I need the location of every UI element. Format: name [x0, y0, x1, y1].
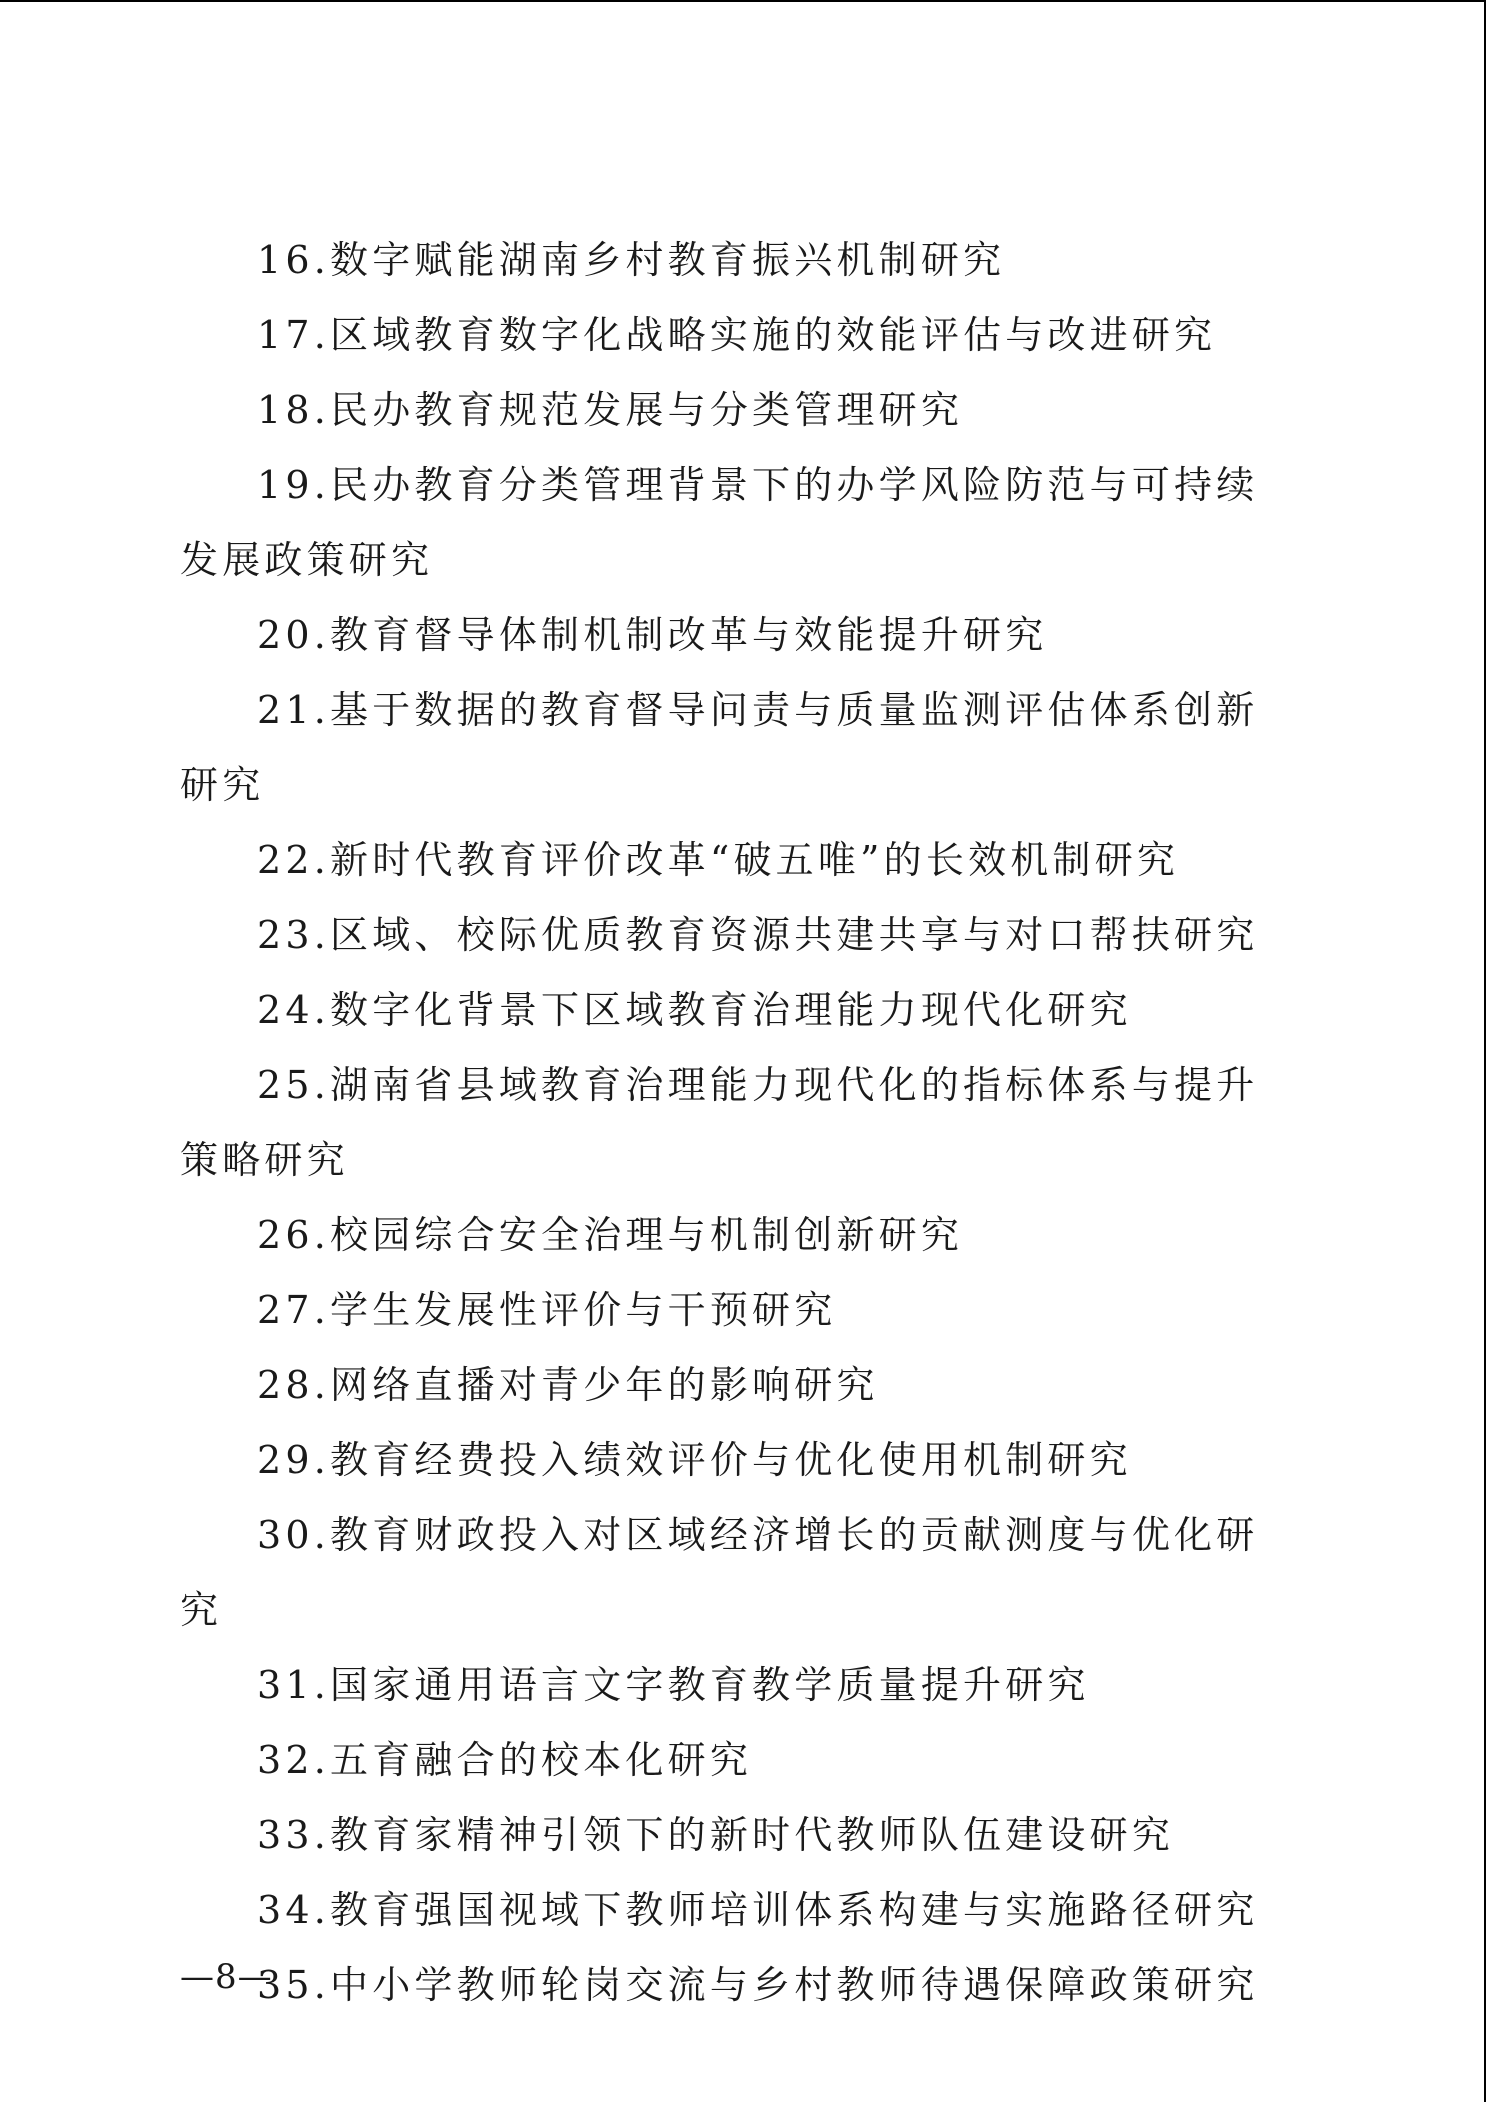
- list-item: 16.数字赋能湖南乡村教育振兴机制研究: [257, 238, 1006, 282]
- list-item: 28.网络直播对青少年的影响研究: [257, 1363, 879, 1407]
- list-item: 30.教育财政投入对区域经济增长的贡献测度与优化研究: [180, 1513, 1259, 1632]
- list-item: 24.数字化背景下区域教育治理能力现代化研究: [257, 988, 1132, 1032]
- list-item: 26.校园综合安全治理与机制创新研究: [257, 1213, 964, 1257]
- list-item: 18.民办教育规范发展与分类管理研究: [257, 388, 964, 432]
- page-number: —8—: [180, 1957, 273, 1997]
- list-item: 31.国家通用语言文字教育教学质量提升研究: [257, 1663, 1090, 1707]
- list-item: 35.中小学教师轮岗交流与乡村教师待遇保障政策研究: [257, 1963, 1259, 2007]
- list-item: 27.学生发展性评价与干预研究: [257, 1288, 837, 1332]
- list-item: 29.教育经费投入绩效评价与优化使用机制研究: [257, 1438, 1132, 1482]
- list-item: 32.五育融合的校本化研究: [257, 1738, 753, 1782]
- list-item: 21.基于数据的教育督导问责与质量监测评估体系创新研究: [180, 688, 1259, 807]
- list-item: 34.教育强国视域下教师培训体系构建与实施路径研究: [257, 1888, 1259, 1932]
- document-body: [180, 223, 1300, 2023]
- list-item: 25.湖南省县域教育治理能力现代化的指标体系与提升策略研究: [180, 1063, 1259, 1182]
- list-item: 22.新时代教育评价改革“破五唯”的长效机制研究: [257, 838, 1180, 882]
- list-item: 17.区域教育数字化战略实施的效能评估与改进研究: [257, 313, 1217, 357]
- list-item: 23.区域、校际优质教育资源共建共享与对口帮扶研究: [257, 913, 1259, 957]
- list-item: 20.教育督导体制机制改革与效能提升研究: [257, 613, 1048, 657]
- list-item: 33.教育家精神引领下的新时代教师队伍建设研究: [257, 1813, 1175, 1857]
- list-item: 19.民办教育分类管理背景下的办学风险防范与可持续发展政策研究: [180, 463, 1259, 582]
